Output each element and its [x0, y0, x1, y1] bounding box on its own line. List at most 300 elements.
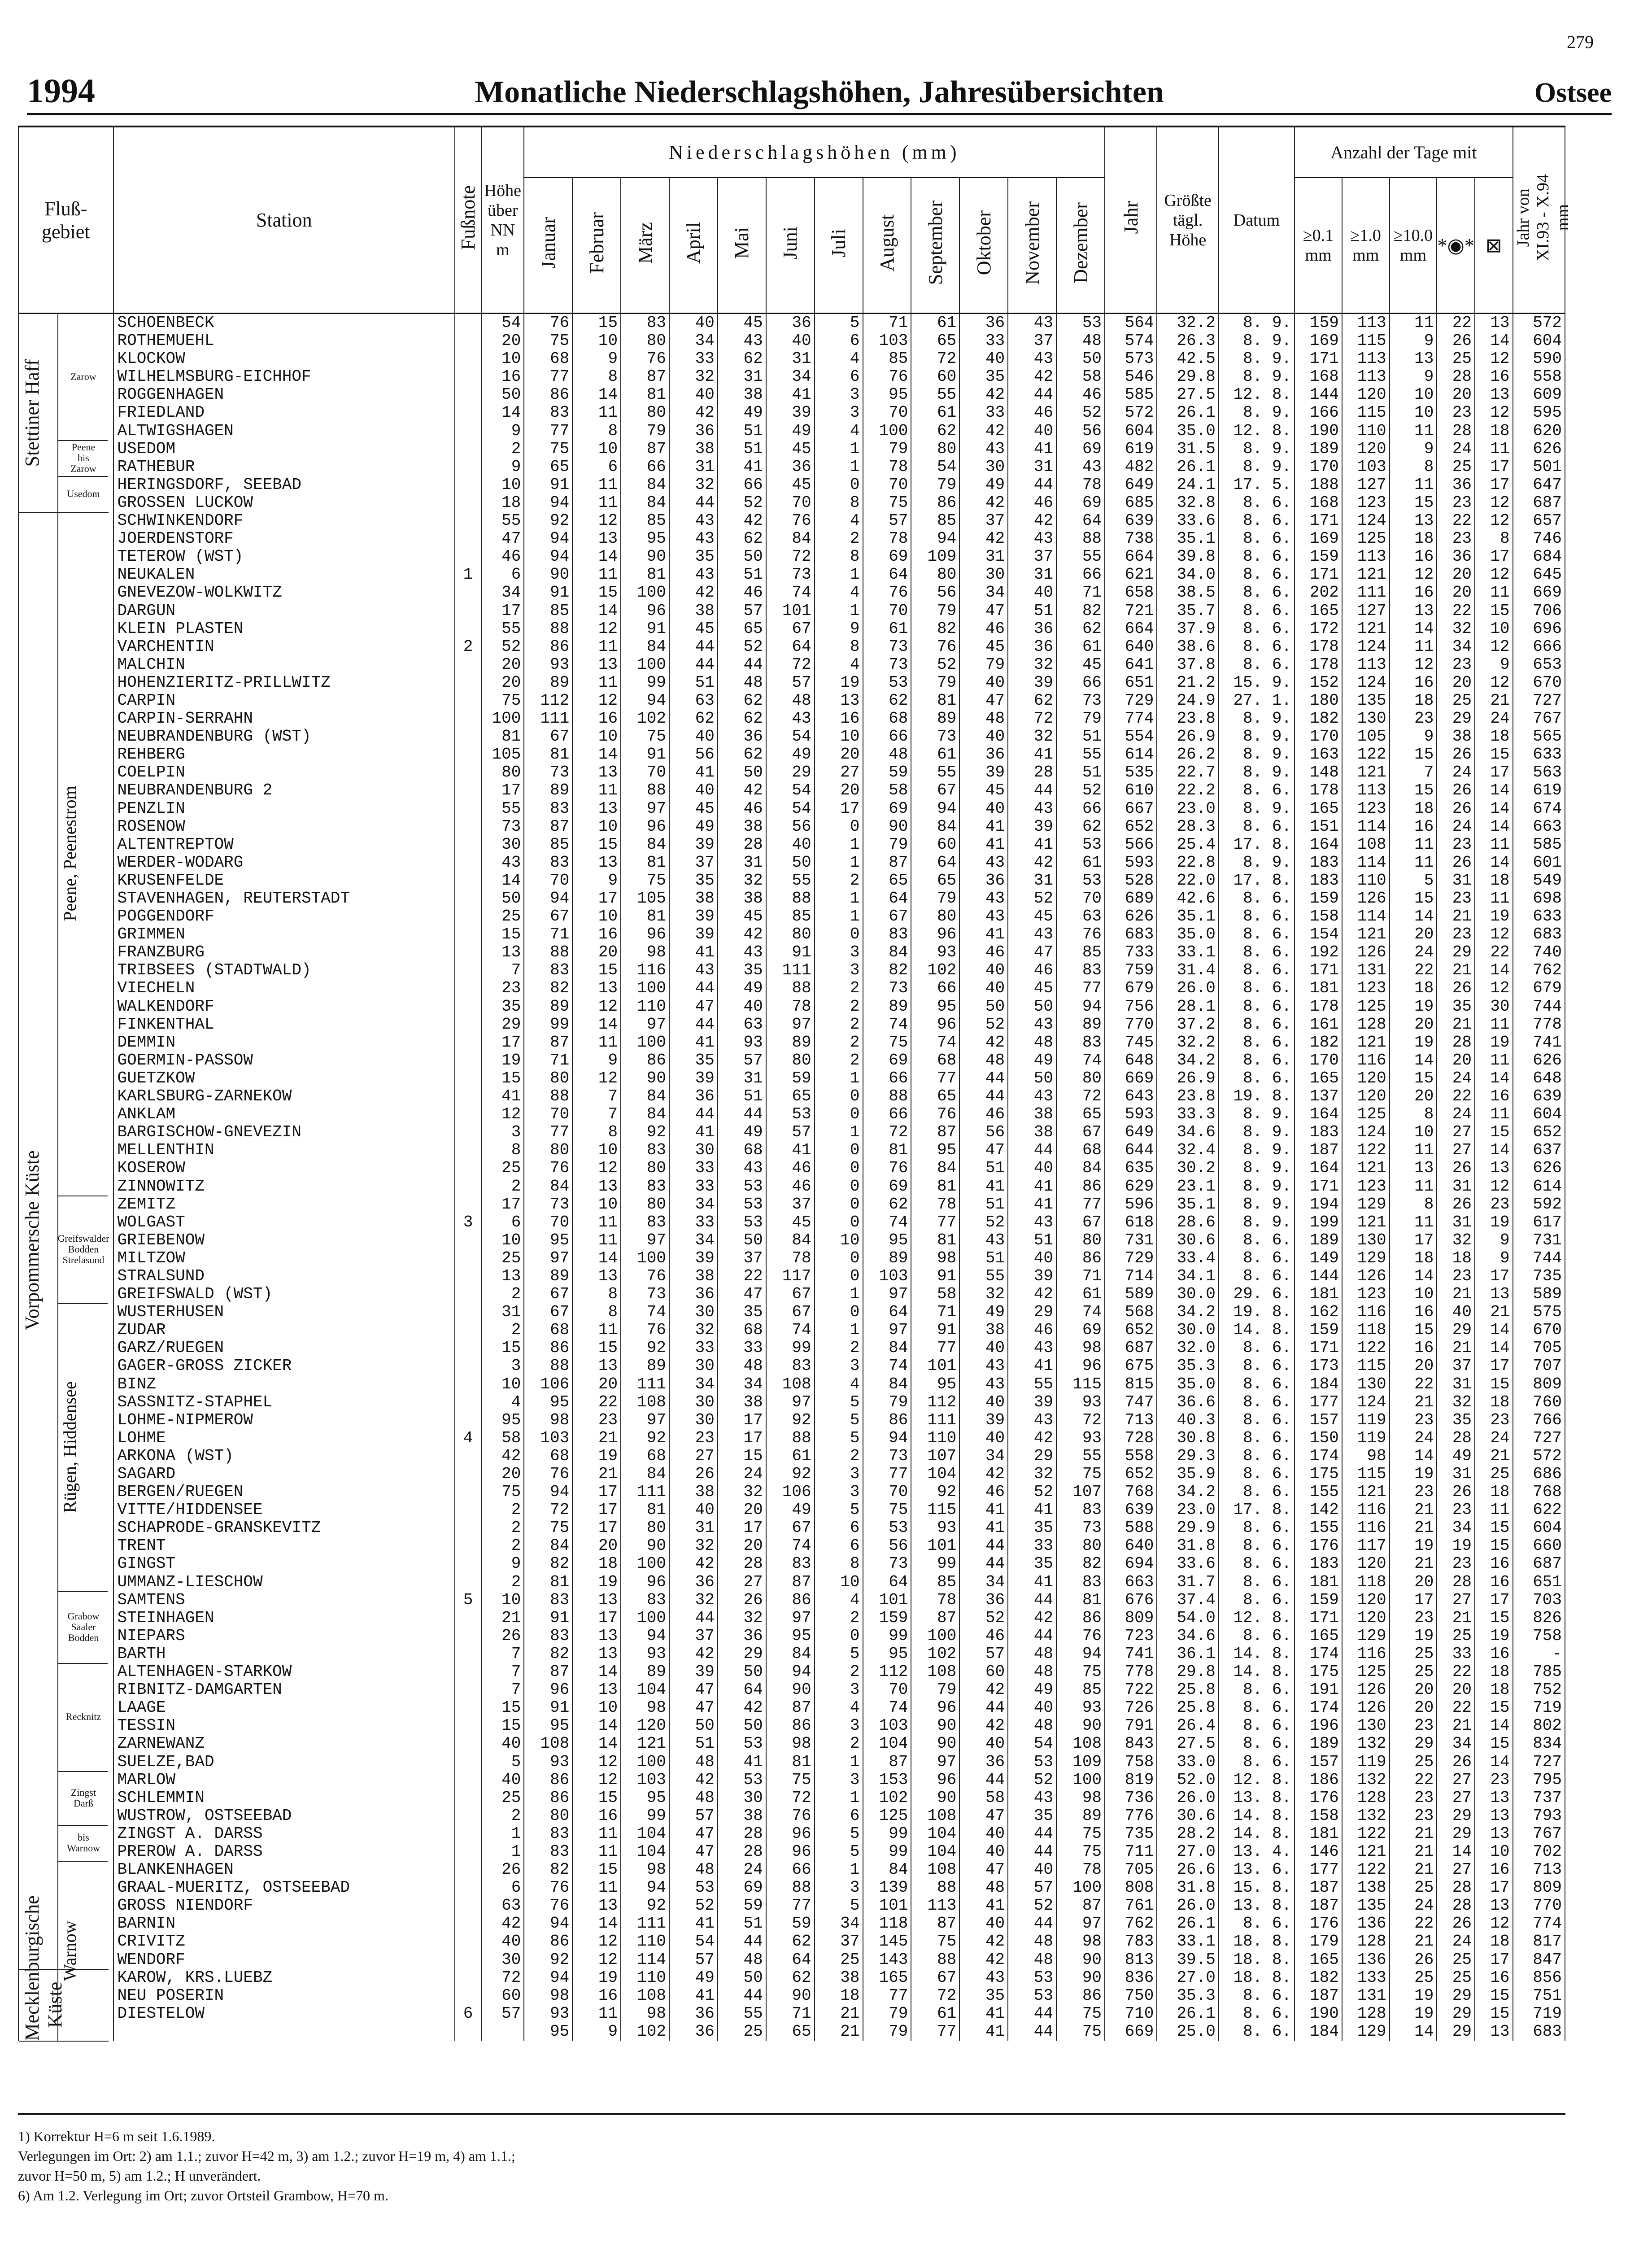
- hoehe-cell: 14: [481, 404, 524, 422]
- jahr-xi-value: 719: [1513, 2005, 1565, 2023]
- month-value: 1: [815, 1069, 863, 1087]
- days-ge100: 18: [1390, 692, 1437, 710]
- month-value: 34: [766, 368, 815, 386]
- days-thunder: 17: [1475, 1951, 1513, 1969]
- col-station: Station: [113, 127, 455, 314]
- days-ge100: 13: [1390, 350, 1437, 368]
- days-ge100: 29: [1390, 1735, 1437, 1753]
- month-value: 42: [1008, 854, 1056, 872]
- datum-value: 8. 6.: [1219, 1537, 1295, 1555]
- jahr-xi-value: 684: [1513, 548, 1565, 566]
- days-thunder: 17: [1475, 764, 1513, 781]
- month-value: 76: [1056, 925, 1105, 943]
- days-ge01: 183: [1295, 1123, 1342, 1141]
- month-value: 79: [959, 656, 1008, 674]
- jahr-value: 635: [1105, 1159, 1157, 1177]
- month-value: 68: [718, 1141, 766, 1159]
- fussnote-cell: [455, 1052, 481, 1069]
- month-value: 42: [669, 584, 718, 602]
- month-value: 74: [863, 1357, 911, 1375]
- month-value: 63: [1056, 908, 1105, 925]
- days-thunder: 12: [1475, 674, 1513, 692]
- fussnote-cell: [455, 1609, 481, 1627]
- month-value: 79: [1056, 710, 1105, 728]
- groesste-value: 22.7: [1157, 764, 1218, 781]
- hoehe-cell: 75: [481, 1483, 524, 1501]
- days-ge01: 184: [1295, 2023, 1342, 2041]
- days-ge10: 121: [1342, 1034, 1390, 1052]
- month-value: 62: [863, 692, 911, 710]
- month-value: 15: [572, 584, 621, 602]
- station-name: ALTENHAGEN-STARKOW: [113, 1663, 455, 1681]
- month-value: 105: [621, 890, 669, 908]
- month-value: 48: [959, 1879, 1008, 1897]
- fussnote-cell: [455, 674, 481, 692]
- fussnote-cell: [455, 1087, 481, 1105]
- days-ge100: 16: [1390, 548, 1437, 566]
- table-row: [18, 1753, 1565, 1771]
- station-name: GRIEBENOW: [113, 1231, 455, 1249]
- days-ge01: 191: [1295, 1681, 1342, 1699]
- days-ge100: 11: [1390, 476, 1437, 494]
- month-value: 98: [621, 943, 669, 961]
- days-thunder: 11: [1475, 440, 1513, 458]
- month-value: 43: [959, 908, 1008, 925]
- month-value: 73: [863, 1447, 911, 1465]
- jahr-value: 639: [1105, 512, 1157, 530]
- month-value: 97: [524, 1249, 572, 1267]
- jahr-value: 558: [1105, 1447, 1157, 1465]
- fussnote-cell: [455, 350, 481, 368]
- station-name: SAGARD: [113, 1465, 455, 1483]
- hoehe-cell: 40: [481, 1735, 524, 1753]
- month-value: 32: [718, 1483, 766, 1501]
- days-thunder: 18: [1475, 1681, 1513, 1699]
- days-ge01: 144: [1295, 386, 1342, 404]
- month-value: 49: [718, 404, 766, 422]
- month-value: 3: [815, 404, 863, 422]
- days-snow: 40: [1437, 1303, 1475, 1321]
- month-value: 15: [572, 1861, 621, 1879]
- days-ge01: 196: [1295, 1717, 1342, 1735]
- jahr-value: 643: [1105, 1087, 1157, 1105]
- table-row: [18, 998, 1565, 1016]
- table-row: [18, 1357, 1565, 1375]
- datum-value: 8. 9.: [1219, 1105, 1295, 1123]
- jahr-value: 774: [1105, 710, 1157, 728]
- month-value: 43: [1008, 800, 1056, 818]
- month-value: 58: [911, 1285, 959, 1303]
- month-value: 96: [621, 602, 669, 620]
- month-value: 37: [1008, 548, 1056, 566]
- jahr-xi-value: 809: [1513, 1375, 1565, 1393]
- month-value: 42: [669, 1771, 718, 1789]
- groesste-value: 37.8: [1157, 656, 1218, 674]
- month-value: 98: [1056, 1789, 1105, 1807]
- month-value: 2: [815, 1663, 863, 1681]
- days-thunder: 11: [1475, 1052, 1513, 1069]
- month-value: 8: [815, 494, 863, 512]
- month-value: 93: [621, 1645, 669, 1663]
- days-ge10: 128: [1342, 1016, 1390, 1034]
- days-ge100: 10: [1390, 1123, 1437, 1141]
- month-value: 44: [959, 1087, 1008, 1105]
- days-ge10: 114: [1342, 854, 1390, 872]
- month-value: 70: [1056, 890, 1105, 908]
- month-value: 52: [718, 494, 766, 512]
- month-value: 38: [718, 1393, 766, 1411]
- month-value: 90: [1056, 1969, 1105, 1987]
- month-value: 88: [911, 1951, 959, 1969]
- subgroup-label: Recknitz: [65, 1711, 101, 1723]
- month-value: 57: [669, 1807, 718, 1825]
- fussnote-cell: [455, 943, 481, 961]
- month-value: 75: [1056, 1465, 1105, 1483]
- fussnote-cell: [455, 620, 481, 638]
- days-ge10: 120: [1342, 1609, 1390, 1627]
- col-jahr-xi: [1513, 127, 1572, 314]
- month-value: 76: [863, 584, 911, 602]
- month-value: 55: [1056, 548, 1105, 566]
- groesste-value: 35.1: [1157, 530, 1218, 548]
- groesste-value: 26.3: [1157, 332, 1218, 350]
- days-thunder: 21: [1475, 692, 1513, 710]
- datum-value: 8. 6.: [1219, 620, 1295, 638]
- datum-value: 13. 8.: [1219, 1789, 1295, 1807]
- month-value: 12: [572, 1933, 621, 1951]
- jahr-xi-value: 590: [1513, 350, 1565, 368]
- jahr-xi-value: 657: [1513, 512, 1565, 530]
- month-value: 153: [863, 1771, 911, 1789]
- days-ge100: 23: [1390, 1807, 1437, 1825]
- month-value: 42: [959, 1951, 1008, 1969]
- month-value: 38: [669, 890, 718, 908]
- fussnote-cell: 2: [455, 638, 481, 656]
- datum-value: 14. 8.: [1219, 1321, 1295, 1339]
- days-ge01: 178: [1295, 781, 1342, 799]
- days-thunder: 16: [1475, 368, 1513, 386]
- groesste-value: 34.2: [1157, 1303, 1218, 1321]
- station-name: DARGUN: [113, 602, 455, 620]
- month-value: 53: [1056, 836, 1105, 854]
- month-value: 76: [524, 1159, 572, 1177]
- jahr-xi-value: 604: [1513, 332, 1565, 350]
- days-ge10: 113: [1342, 314, 1390, 332]
- datum-value: 8. 9.: [1219, 368, 1295, 386]
- jahr-xi-value: 645: [1513, 566, 1565, 584]
- jahr-xi-value: 575: [1513, 1303, 1565, 1321]
- hoehe-cell: 21: [481, 1609, 524, 1627]
- hoehe-cell: 60: [481, 1987, 524, 2005]
- month-value: 95: [524, 1231, 572, 1249]
- fussnote-cell: [455, 1897, 481, 1915]
- month-value: 21: [815, 2005, 863, 2023]
- month-value: 33: [959, 332, 1008, 350]
- month-value: 13: [572, 979, 621, 997]
- hoehe-cell: 13: [481, 1267, 524, 1285]
- jahr-value: 770: [1105, 1016, 1157, 1034]
- month-value: 56: [911, 584, 959, 602]
- month-value: 88: [524, 620, 572, 638]
- jahr-value: 762: [1105, 1915, 1157, 1933]
- days-ge10: 113: [1342, 548, 1390, 566]
- month-label: Juli: [828, 228, 850, 257]
- jahr-xi-value: 572: [1513, 314, 1565, 332]
- month-value: 22: [572, 1393, 621, 1411]
- groesste-value: 37.9: [1157, 620, 1218, 638]
- month-value: 17: [572, 1609, 621, 1627]
- hoehe-cell: 34: [481, 584, 524, 602]
- month-value: 71: [524, 925, 572, 943]
- station-name: GRAAL-MUERITZ, OSTSEEBAD: [113, 1879, 455, 1897]
- jahr-xi-value: 795: [1513, 1771, 1565, 1789]
- fussnote-cell: [455, 1501, 481, 1519]
- month-value: 44: [718, 656, 766, 674]
- month-value: 92: [766, 1411, 815, 1429]
- month-value: 10: [572, 728, 621, 746]
- groesste-value: 28.1: [1157, 998, 1218, 1016]
- month-value: 64: [863, 1573, 911, 1591]
- table-row: [18, 943, 1565, 961]
- month-value: 104: [911, 1825, 959, 1843]
- days-ge01: 171: [1295, 961, 1342, 979]
- fussnote-cell: [455, 1825, 481, 1843]
- days-thunder: 16: [1475, 1573, 1513, 1591]
- month-value: 13: [572, 1897, 621, 1915]
- days-ge01: 171: [1295, 1609, 1342, 1627]
- month-value: 75: [1056, 2023, 1105, 2041]
- month-value: 73: [524, 764, 572, 781]
- fussnote-cell: [455, 1069, 481, 1087]
- table-row: [18, 638, 1565, 656]
- hoehe-cell: 2: [481, 1573, 524, 1591]
- jahr-value: 572: [1105, 404, 1157, 422]
- days-ge01: 189: [1295, 1735, 1342, 1753]
- month-value: 54: [1008, 1735, 1056, 1753]
- days-ge01: 189: [1295, 440, 1342, 458]
- month-value: 64: [766, 638, 815, 656]
- month-value: 62: [1056, 620, 1105, 638]
- month-value: 45: [766, 440, 815, 458]
- days-snow: 22: [1437, 1087, 1475, 1105]
- month-value: 89: [1056, 1016, 1105, 1034]
- days-ge100: 23: [1390, 1411, 1437, 1429]
- month-value: 65: [1056, 1105, 1105, 1123]
- fussnote-cell: [455, 728, 481, 746]
- month-value: 27: [669, 1447, 718, 1465]
- month-value: 71: [766, 2005, 815, 2023]
- jahr-xi-value: 687: [1513, 494, 1565, 512]
- days-snow: 34: [1437, 1519, 1475, 1537]
- days-thunder: 11: [1475, 890, 1513, 908]
- month-value: 111: [621, 1375, 669, 1393]
- subgroup-label: Usedom: [67, 488, 100, 499]
- month-value: 37: [1008, 332, 1056, 350]
- col-month-4: [669, 178, 718, 314]
- month-value: 16: [572, 1807, 621, 1825]
- month-value: 69: [1056, 440, 1105, 458]
- month-value: 4: [815, 1699, 863, 1717]
- month-value: 61: [911, 2005, 959, 2023]
- month-value: 59: [766, 1915, 815, 1933]
- table-row: [18, 1393, 1565, 1411]
- month-value: 32: [1008, 728, 1056, 746]
- month-value: 31: [1008, 566, 1056, 584]
- month-value: 89: [524, 674, 572, 692]
- datum-value: 8. 9.: [1219, 1196, 1295, 1213]
- month-value: 60: [911, 368, 959, 386]
- month-value: 77: [911, 2023, 959, 2041]
- days-ge01: 170: [1295, 1052, 1342, 1069]
- month-value: 41: [669, 1987, 718, 2005]
- month-value: 36: [669, 1285, 718, 1303]
- days-snow: 29: [1437, 2005, 1475, 2023]
- groesste-value: 33.1: [1157, 943, 1218, 961]
- jahr-label: Jahr: [1120, 201, 1142, 234]
- month-value: 41: [959, 836, 1008, 854]
- month-value: 90: [911, 1789, 959, 1807]
- days-snow: 31: [1437, 1465, 1475, 1483]
- month-value: 50: [718, 1663, 766, 1681]
- datum-value: 8. 6.: [1219, 1573, 1295, 1591]
- days-snow: 22: [1437, 602, 1475, 620]
- month-value: 12: [572, 1069, 621, 1087]
- table-row: [18, 1807, 1565, 1825]
- month-value: 6: [815, 1537, 863, 1555]
- groesste-value: 35.3: [1157, 1987, 1218, 2005]
- station-name: BARNIN: [113, 1915, 455, 1933]
- month-value: 11: [572, 674, 621, 692]
- days-ge01: 164: [1295, 1159, 1342, 1177]
- datum-value: 8. 6.: [1219, 584, 1295, 602]
- table-row: [18, 1627, 1565, 1645]
- month-value: 4: [815, 1591, 863, 1609]
- month-value: 51: [1056, 728, 1105, 746]
- month-value: 61: [1056, 854, 1105, 872]
- jahr-xi-value: 619: [1513, 781, 1565, 799]
- days-thunder: 11: [1475, 1501, 1513, 1519]
- month-value: 94: [621, 692, 669, 710]
- month-value: 84: [621, 494, 669, 512]
- month-value: 100: [1056, 1879, 1105, 1897]
- month-value: 10: [572, 1699, 621, 1717]
- days-ge10: 123: [1342, 1285, 1390, 1303]
- jahr-xi-value: 663: [1513, 818, 1565, 836]
- datum-value: 8. 6.: [1219, 998, 1295, 1016]
- groesste-value: 30.8: [1157, 1429, 1218, 1447]
- fussnote-cell: [455, 1231, 481, 1249]
- month-value: 70: [766, 494, 815, 512]
- days-ge01: 137: [1295, 1087, 1342, 1105]
- station-name: FINKENTHAL: [113, 1016, 455, 1034]
- month-value: 40: [669, 728, 718, 746]
- month-value: 84: [766, 1231, 815, 1249]
- subgroup-label: Greifswalder Bodden Strelasund: [57, 1232, 109, 1266]
- days-ge01: 192: [1295, 943, 1342, 961]
- month-value: 35: [718, 1303, 766, 1321]
- month-value: 70: [863, 476, 911, 494]
- month-value: 40: [669, 781, 718, 799]
- month-value: 99: [863, 1627, 911, 1645]
- table-row: [18, 674, 1565, 692]
- month-value: 139: [863, 1879, 911, 1897]
- days-ge100: 9: [1390, 368, 1437, 386]
- month-value: 39: [669, 908, 718, 925]
- month-value: 46: [1008, 404, 1056, 422]
- month-value: 87: [911, 1609, 959, 1627]
- days-ge01: 165: [1295, 602, 1342, 620]
- month-value: 86: [766, 1591, 815, 1609]
- station-name: SCHAPRODE-GRANSKEVITZ: [113, 1519, 455, 1537]
- month-value: 2: [815, 530, 863, 548]
- jahr-xi-value: 653: [1513, 656, 1565, 674]
- jahr-xi-value: 626: [1513, 1159, 1565, 1177]
- jahr-value: 768: [1105, 1483, 1157, 1501]
- days-ge01: 146: [1295, 1843, 1342, 1861]
- month-value: 34: [718, 1375, 766, 1393]
- month-value: 55: [1056, 1447, 1105, 1465]
- datum-value: 14. 8.: [1219, 1807, 1295, 1825]
- month-value: 87: [621, 368, 669, 386]
- month-value: 92: [621, 1339, 669, 1357]
- jahr-value: 649: [1105, 476, 1157, 494]
- month-value: 43: [669, 961, 718, 979]
- month-value: 87: [911, 1123, 959, 1141]
- month-value: 91: [524, 1699, 572, 1717]
- groesste-value: 34.1: [1157, 1267, 1218, 1285]
- month-value: 60: [911, 836, 959, 854]
- subgroup-label: Zarow: [70, 371, 96, 382]
- days-ge100: 24: [1390, 1897, 1437, 1915]
- groesste-value: 34.6: [1157, 1627, 1218, 1645]
- fussnote-cell: [455, 530, 481, 548]
- month-value: 16: [572, 710, 621, 728]
- month-value: 15: [718, 1447, 766, 1465]
- days-snow: 20: [1437, 674, 1475, 692]
- hoehe-cell: 7: [481, 961, 524, 979]
- days-snow: 25: [1437, 692, 1475, 710]
- days-thunder: 8: [1475, 530, 1513, 548]
- month-value: 101: [863, 1591, 911, 1609]
- month-value: 66: [1056, 674, 1105, 692]
- table-row: [18, 1087, 1565, 1105]
- table-row: [18, 1483, 1565, 1501]
- station-name: VARCHENTIN: [113, 638, 455, 656]
- station-name: LAAGE: [113, 1699, 455, 1717]
- col-month-11: [1008, 178, 1056, 314]
- month-value: 17: [572, 1519, 621, 1537]
- groesste-value: 29.9: [1157, 1519, 1218, 1537]
- station-name: CRIVITZ: [113, 1933, 455, 1951]
- month-value: 73: [863, 656, 911, 674]
- month-value: 88: [524, 1357, 572, 1375]
- month-value: 86: [766, 1717, 815, 1735]
- month-value: 97: [863, 1321, 911, 1339]
- month-value: 31: [669, 458, 718, 476]
- month-value: 92: [524, 1951, 572, 1969]
- days-ge10: 114: [1342, 818, 1390, 836]
- month-value: 66: [911, 979, 959, 997]
- days-ge100: 8: [1390, 1196, 1437, 1213]
- fussnote-cell: [455, 1285, 481, 1303]
- jahr-xi-value: 774: [1513, 1915, 1565, 1933]
- days-ge100: 23: [1390, 1483, 1437, 1501]
- month-value: 30: [669, 1303, 718, 1321]
- datum-value: 8. 6.: [1219, 1393, 1295, 1411]
- subgroup-label: Peene bis Zarow: [70, 441, 96, 474]
- days-snow: 31: [1437, 1178, 1475, 1196]
- table-row: [18, 1915, 1565, 1933]
